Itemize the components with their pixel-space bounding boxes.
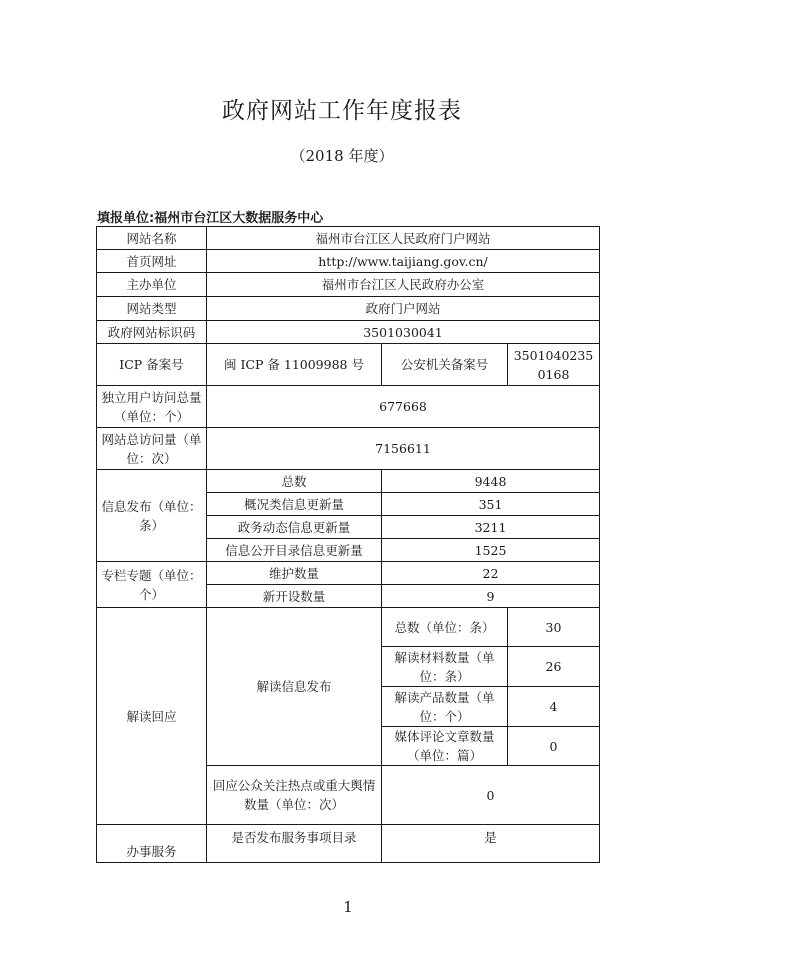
table-row <box>97 250 600 273</box>
overview-update-label: 概况类信息更新量 <box>207 493 382 516</box>
interpret-total-label: 总数（单位：条） <box>382 608 508 647</box>
report-table <box>96 226 600 863</box>
dynamic-update-value: 3211 <box>382 516 600 539</box>
table-row <box>97 428 600 470</box>
catalog-update-value: 1525 <box>382 539 600 562</box>
service-catalog-value: 是 <box>382 825 600 863</box>
table-row <box>97 608 600 647</box>
overview-update-value: 351 <box>382 493 600 516</box>
interpret-product-label: 解读产品数量（单位：个） <box>382 687 508 727</box>
report-year: （2018 年度） <box>290 147 394 165</box>
interpret-total-value: 30 <box>508 608 600 647</box>
columns-new-value: 9 <box>382 585 600 608</box>
table-row <box>97 386 600 428</box>
unique-visitors-label: 独立用户访问总量（单位：个） <box>97 386 207 428</box>
total-visits-value: 7156611 <box>207 428 600 470</box>
columns-label: 专栏专题（单位：个） <box>97 562 207 608</box>
table-row <box>97 825 600 863</box>
interpret-material-value: 26 <box>508 647 600 687</box>
report-title: 政府网站工作年度报表 <box>222 98 462 124</box>
table-row <box>97 273 600 297</box>
site-code-value: 3501030041 <box>207 321 600 344</box>
site-code-label: 政府网站标识码 <box>97 321 207 344</box>
info-total-label: 总数 <box>207 470 382 493</box>
sponsor-value: 福州市台江区人民政府办公室 <box>207 273 600 297</box>
response-label: 回应公众关注热点或重大舆情数量（单位：次） <box>207 766 382 825</box>
response-value: 0 <box>382 766 600 825</box>
homepage-label: 首页网址 <box>97 250 207 273</box>
info-total-value: 9448 <box>382 470 600 493</box>
info-publish-label: 信息发布（单位：条） <box>97 470 207 562</box>
interpret-media-value: 0 <box>508 727 600 766</box>
icp-value: 闽 ICP 备 11009988 号 <box>207 344 382 386</box>
table-row <box>97 227 600 250</box>
interpret-media-label: 媒体评论文章数量（单位：篇） <box>382 727 508 766</box>
site-type-value: 政府门户网站 <box>207 297 600 321</box>
unique-visitors-value: 677668 <box>207 386 600 428</box>
table-row <box>97 297 600 321</box>
icp-label: ICP 备案号 <box>97 344 207 386</box>
site-name-label: 网站名称 <box>97 227 207 250</box>
police-record-label: 公安机关备案号 <box>382 344 508 386</box>
catalog-update-label: 信息公开目录信息更新量 <box>207 539 382 562</box>
interpret-publish-label: 解读信息发布 <box>207 608 382 766</box>
dynamic-update-label: 政务动态信息更新量 <box>207 516 382 539</box>
table-row <box>97 321 600 344</box>
police-record-value: 35010402350168 <box>508 344 600 386</box>
total-visits-label: 网站总访问量（单位：次） <box>97 428 207 470</box>
interpret-label: 解读回应 <box>97 608 207 825</box>
columns-maintain-value: 22 <box>382 562 600 585</box>
site-name-value: 福州市台江区人民政府门户网站 <box>207 227 600 250</box>
homepage-value: http://www.taijiang.gov.cn/ <box>207 250 600 273</box>
interpret-material-label: 解读材料数量（单位：条） <box>382 647 508 687</box>
page-number: 1 <box>343 898 353 916</box>
reporting-unit: 填报单位:福州市台江区大数据服务中心 <box>97 211 324 226</box>
table-row <box>97 470 600 493</box>
services-label: 办事服务 <box>97 825 207 863</box>
interpret-product-value: 4 <box>508 687 600 727</box>
table-row <box>97 562 600 585</box>
sponsor-label: 主办单位 <box>97 273 207 297</box>
site-type-label: 网站类型 <box>97 297 207 321</box>
columns-maintain-label: 维护数量 <box>207 562 382 585</box>
columns-new-label: 新开设数量 <box>207 585 382 608</box>
service-catalog-label: 是否发布服务事项目录 <box>207 825 382 863</box>
table-row <box>97 344 600 386</box>
